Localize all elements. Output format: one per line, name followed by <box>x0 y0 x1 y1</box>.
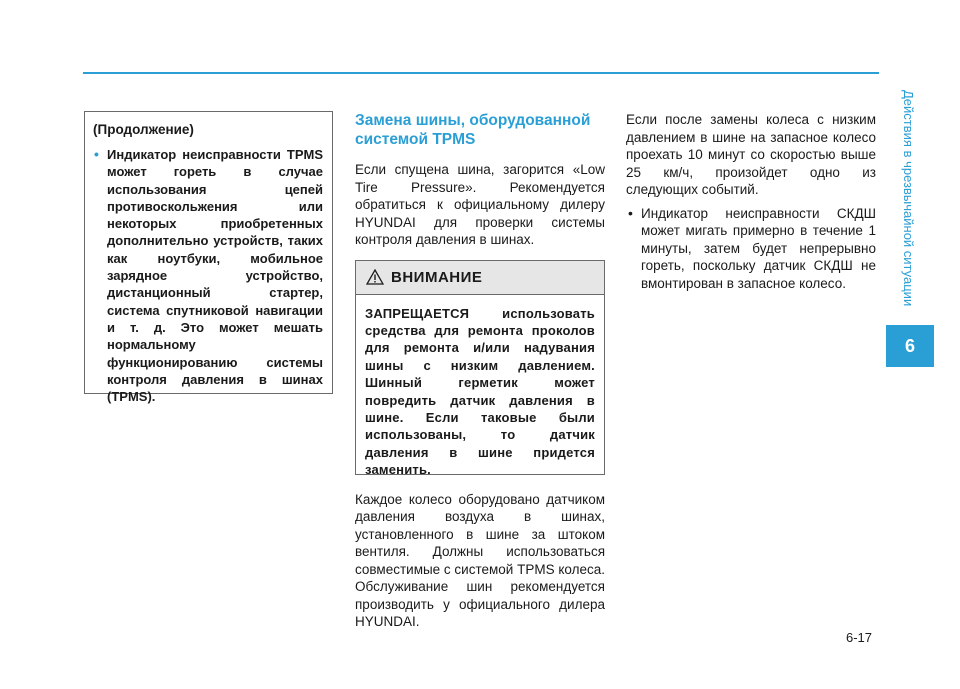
header-rule <box>83 72 879 74</box>
warning-header <box>356 261 604 295</box>
list-item <box>626 205 876 293</box>
continued-title: (Продолжение) <box>93 122 194 137</box>
indicator-note: Индикатор неисправности СКДШ может мигать примерно в течение 1 минуты, затем будет непрерывно гореть, поскольку датчик СКДШ не вмонтирован в запасное колесо. <box>641 205 876 291</box>
warning-text: ЗАПРЕЩАЕТСЯ использовать средства для ремонта проколов для ремонта и/или надувания шины с низким давлением. Шинный герметик может повредить датчик давления в шине. Если таковые были использованы, то датчик давления в шине придется заменить. <box>365 305 595 478</box>
spare-wheel-paragraph: Если после замены колеса с низким давлением в шине на запасное колесо проехать 10 минут со скоростью выше 25 км/ч, произойдет одно из следующих событий. <box>626 112 876 197</box>
warning-title: ВНИМАНИЕ <box>391 268 483 286</box>
page-number: 6-17 <box>846 630 873 645</box>
intro-paragraph: Если спущена шина, загорится «Low Tire Pressure». Рекомендуется обратиться к официальному дилеру HYUNDAI для проверки системы контроля давления в шинах. <box>355 162 605 247</box>
continued-text: Индикатор неисправности TPMS может гореть в случае использования цепей противоскольжения или некоторых приобретенных дополнительно устройств, таких как ноутбуки, мобильное зарядное устройство, дистанционный стартер, система спутниковой навигации и т. д. Это может мешать нормальному функционированию системы контроля давления в шинах (TPMS). <box>107 147 323 405</box>
warning-box <box>355 260 605 478</box>
list-item <box>93 146 323 405</box>
chapter-badge: 6 <box>886 325 934 367</box>
continued-box <box>84 111 333 405</box>
bullet-icon: • <box>94 146 99 162</box>
middle-column <box>355 111 605 631</box>
sensor-paragraph: Каждое колесо оборудовано датчиком давления воздуха в шинах, установленного в шине за штоком вентиля. Должны использоваться совместимые с системой TPMS колеса. Обслуживание шин рекомендуется производить у официального дилера HYUNDAI. <box>355 491 606 629</box>
warning-triangle-icon <box>366 269 384 285</box>
page-title: Замена шины, оборудованной системой TPMS <box>355 112 591 148</box>
right-column <box>626 111 876 292</box>
bullet-icon: • <box>628 204 633 221</box>
section-title: Действия в чрезвычайной ситуации <box>901 90 916 307</box>
